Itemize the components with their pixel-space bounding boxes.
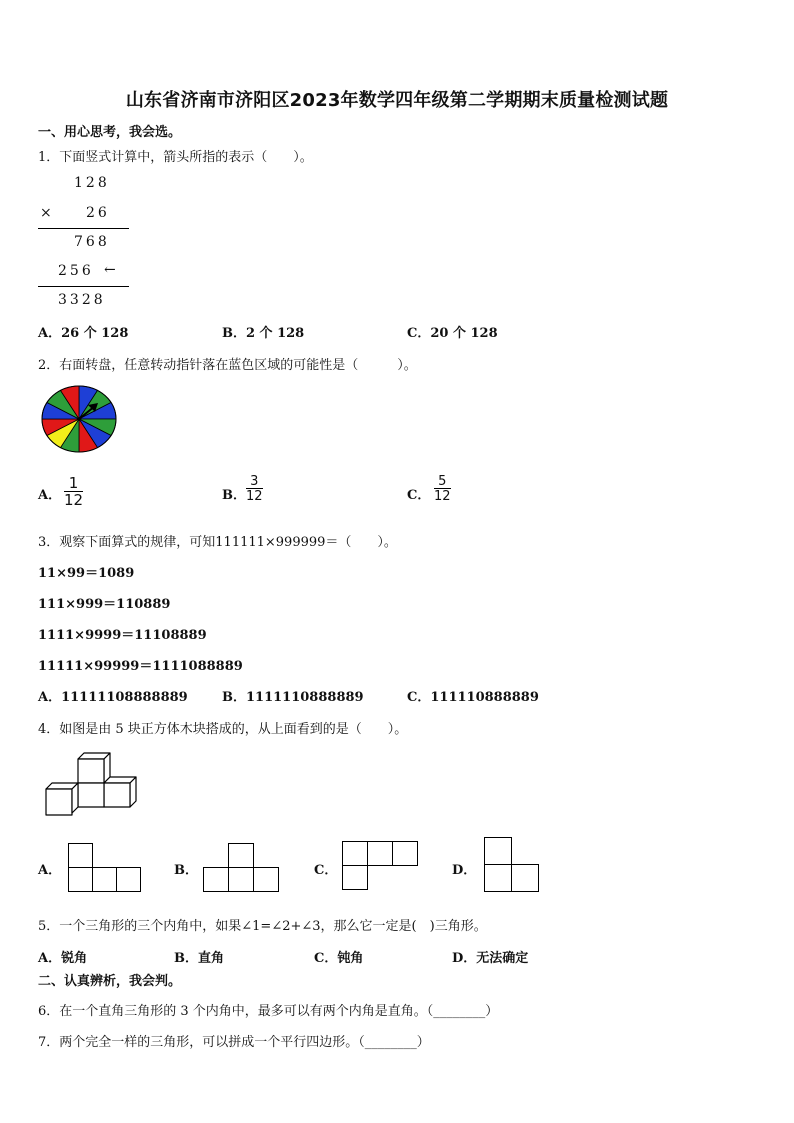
calc-line-5: 3328 [58,292,106,308]
q3-option-b: B．1111110888889 [222,690,364,705]
section-1-heading: 一、用心思考，我会选。 [38,125,182,140]
calc-line-1: 128 [74,175,110,191]
cube-stack-figure [40,746,140,820]
q3-equation-2: 111×999＝110889 [38,597,171,612]
fraction-numerator: 5 [434,475,451,489]
q4-option-d-label: D． [452,863,477,878]
q5-option-b: B．直角 [174,951,224,966]
q4-option-a-label: A． [38,863,62,878]
question-7-stem: 7．两个完全一样的三角形，可以拼成一个平行四边形。（________） [38,1035,430,1050]
question-6-stem: 6．在一个直角三角形的 3 个内角中，最多可以有两个内角是直角。（________） [38,1004,499,1019]
q1-option-b: B．2 个 128 [222,326,305,341]
fraction-numerator: 1 [64,476,83,492]
fraction-numerator: 3 [246,475,263,489]
arrow-left-icon: ← [104,262,116,278]
q4-option-d-figure [484,837,542,893]
q3-equation-4: 11111×99999＝1111088889 [38,659,243,674]
calc-line-3: 768 [74,234,110,250]
q3-equation-3: 1111×9999＝11108889 [38,628,207,643]
question-4-stem: 4．如图是由 5 块正方体木块搭成的，从上面看到的是（ ）。 [38,722,408,737]
q2-option-a-label: A． [38,488,62,503]
page-title: 山东省济南市济阳区2023年数学四年级第二学期期末质量检测试题 [125,90,669,111]
section-2-heading: 二、认真辨析，我会判。 [38,974,182,989]
calc-line-4: 256 [58,263,94,279]
q1-option-c: C．20 个 128 [407,326,498,341]
q2-option-c-label: C． [407,488,431,503]
fraction-denominator: 12 [434,489,451,504]
question-3-stem: 3．观察下面算式的规律，可知111111×999999＝（ ）。 [38,535,397,550]
q1-option-a: A．26 个 128 [38,326,129,341]
q3-equation-1: 11×99＝1089 [38,566,135,581]
q2-option-c-fraction [434,475,451,503]
multiply-sign: × [40,205,55,221]
spinner-wheel [40,384,118,454]
calc-rule-2 [38,286,129,287]
q2-option-b-fraction [246,475,263,503]
question-5-stem: 5．一个三角形的三个内角中，如果∠1=∠2+∠3，那么它一定是( )三角形。 [38,919,487,934]
q4-option-c-label: C． [314,863,338,878]
q5-option-a: A．锐角 [38,951,88,966]
calc-line-2: 26 [86,205,110,221]
fraction-denominator: 12 [246,489,263,504]
q2-option-b-label: B． [222,488,246,503]
q5-option-c: C．钝角 [314,951,364,966]
q2-option-a-fraction [64,476,83,508]
question-1-stem: 1．下面竖式计算中，箭头所指的表示（ ）。 [38,150,313,165]
q3-option-a: A．11111108888889 [38,690,188,705]
q4-option-a-figure [68,843,142,893]
q4-option-b-label: B． [174,863,198,878]
q4-option-c-figure [342,841,418,891]
q4-option-b-figure [203,843,279,893]
fraction-denominator: 12 [64,491,84,509]
question-2-stem: 2．右面转盘，任意转动指针落在蓝色区域的可能性是（ ）。 [38,358,417,373]
q5-option-d: D．无法确定 [452,951,529,966]
q3-option-c: C．111110888889 [407,690,539,705]
calc-rule-1 [38,228,129,229]
